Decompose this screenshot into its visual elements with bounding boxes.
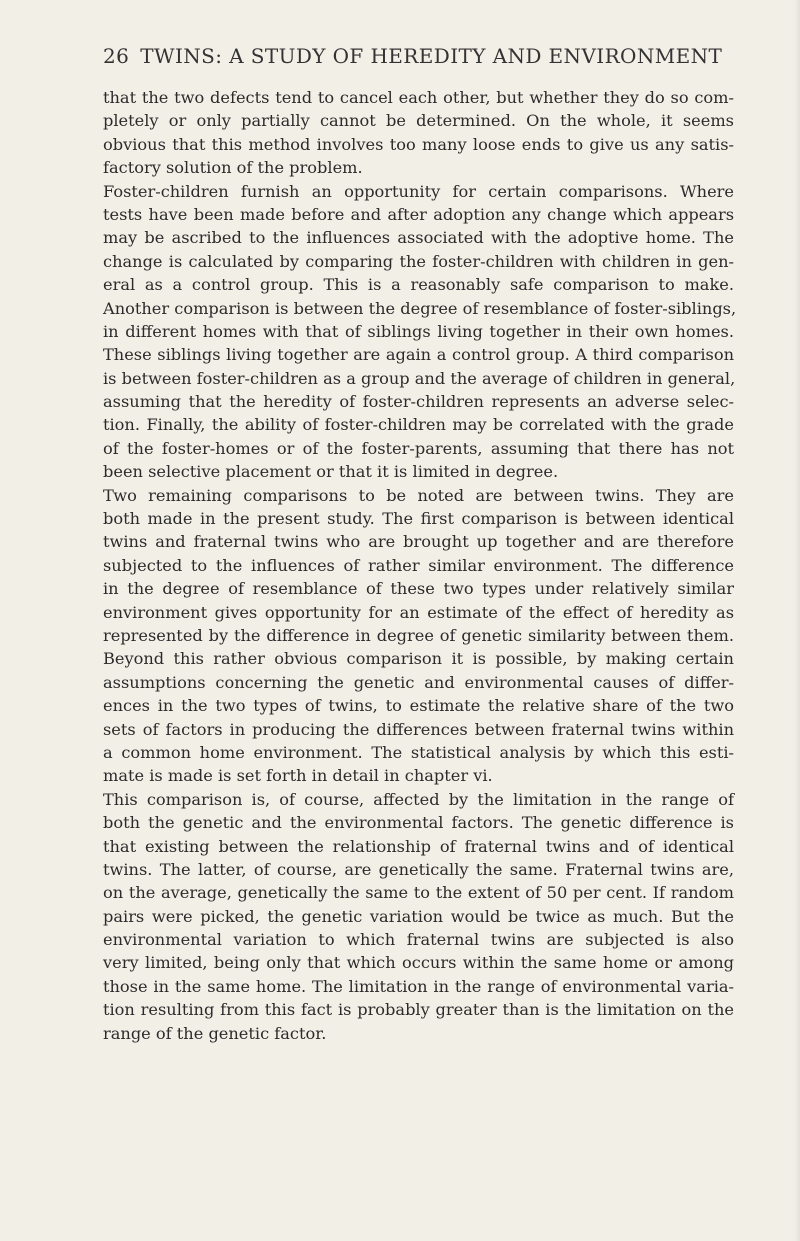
text-line: This comparison is, of course, affected by the limitation in the range of: [103, 789, 734, 809]
text-line: environmental variation to which fraternal twins are subjected is also: [103, 930, 734, 950]
text-line: twins. The latter, of course, are genetically the same. Fraternal twins are,: [103, 859, 734, 879]
text-line: Foster-children furnish an opportunity for certain comparisons. Where: [103, 181, 734, 201]
text-line: tion. Finally, the ability of foster-children may be correlated with the grade: [103, 415, 734, 435]
text-line: Another comparison is between the degree of resemblance of foster-siblings,: [103, 298, 737, 318]
text-line: subjected to the influences of rather similar environment. The difference: [103, 555, 734, 575]
text-line: that existing between the relationship of fraternal twins and of identical: [103, 836, 734, 856]
text-line: mate is made is set forth in detail in chapter vi.: [103, 766, 493, 786]
paragraph: [103, 788, 734, 1045]
paragraph: [103, 180, 737, 484]
text-line: tion resulting from this fact is probably greater than is the limitation on the: [103, 1000, 734, 1020]
text-line: sets of factors in producing the differences between fraternal twins within: [103, 719, 734, 739]
text-line: that the two defects tend to cancel each other, but whether they do so com-: [103, 88, 734, 107]
paragraph: [103, 86, 734, 180]
body-text: [103, 86, 737, 1045]
text-line: Beyond this rather obvious comparison it is possible, by making certain: [103, 649, 734, 669]
text-line: very limited, being only that which occurs within the same home or among: [103, 953, 734, 973]
text-line: Two remaining comparisons to be noted are between twins. They are: [103, 485, 734, 505]
text-line: may be ascribed to the influences associated with the adoptive home. The: [103, 228, 734, 248]
page-edge-shadow: [794, 0, 800, 1241]
text-line: in the degree of resemblance of these two types under relatively similar: [103, 579, 734, 599]
running-head: [103, 44, 723, 68]
text-line: of the foster-homes or of the foster-parents, assuming that there has not: [103, 438, 734, 458]
text-line: ences in the two types of twins, to estimate the relative share of the two: [103, 696, 734, 716]
text-line: These siblings living together are again a control group. A third comparison: [103, 345, 734, 365]
text-line: eral as a control group. This is a reasonably safe comparison to make.: [103, 275, 734, 295]
text-line: both made in the present study. The first comparison is between identical: [103, 509, 734, 529]
text-line: pairs were picked, the genetic variation would be twice as much. But the: [103, 906, 734, 926]
text-line: tests have been made before and after adoption any change which appears: [103, 204, 734, 224]
text-line: twins and fraternal twins who are brought up together and are therefore: [103, 532, 734, 552]
text-line: factory solution of the problem.: [103, 158, 363, 178]
text-line: range of the genetic factor.: [103, 1023, 327, 1043]
text-line: pletely or only partially cannot be determined. On the whole, it seems: [103, 111, 734, 131]
text-line: both the genetic and the environmental factors. The genetic difference is: [103, 813, 734, 833]
text-line: is between foster-children as a group and the average of children in general,: [103, 368, 736, 388]
text-line: those in the same home. The limitation in the range of environmental varia-: [103, 976, 734, 996]
paragraph: [103, 484, 734, 788]
text-line: obvious that this method involves too many loose ends to give us any satis-: [103, 134, 734, 154]
text-line: on the average, genetically the same to the extent of 50 per cent. If random: [103, 883, 734, 903]
running-title: TWINS: A STUDY OF HEREDITY AND ENVIRONMENT: [140, 44, 723, 68]
text-line: assuming that the heredity of foster-children represents an adverse selec-: [103, 392, 734, 412]
text-line: been selective placement or that it is limited in degree.: [103, 462, 559, 482]
text-line: represented by the difference in degree of genetic similarity between them.: [103, 625, 734, 645]
page-number: 26: [103, 44, 130, 68]
text-line: environment gives opportunity for an estimate of the effect of heredity as: [103, 602, 734, 622]
text-line: change is calculated by comparing the foster-children with children in gen-: [103, 251, 734, 271]
text-line: assumptions concerning the genetic and environmental causes of differ-: [103, 672, 734, 692]
text-line: a common home environment. The statistical analysis by which this esti-: [103, 742, 734, 762]
text-line: in different homes with that of siblings living together in their own homes.: [103, 321, 734, 341]
